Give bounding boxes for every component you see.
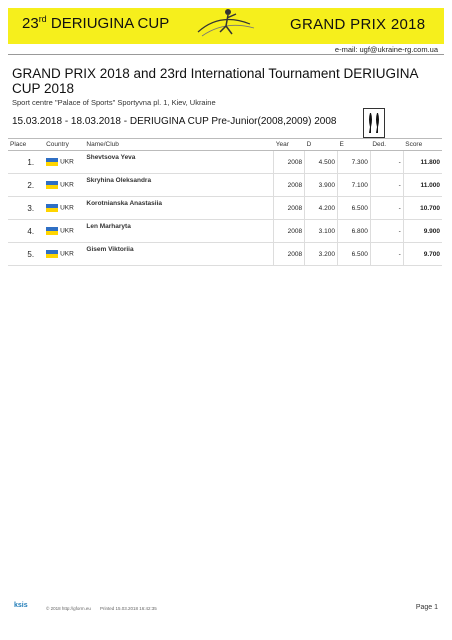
table-row: [8, 197, 442, 220]
table-row: [8, 243, 442, 266]
country-cell: UKR: [44, 220, 84, 243]
place-cell: 1.: [8, 151, 44, 174]
score-cell: 11.800: [403, 151, 442, 174]
d-cell: 4.200: [305, 197, 338, 220]
e-cell: 6.800: [337, 220, 370, 243]
d-cell: 3.200: [305, 243, 338, 266]
gymnast-logo: [190, 2, 260, 46]
name-cell: Len Marharyta: [84, 220, 273, 243]
contact-email: e-mail: ugf@ukraine-rg.com.ua: [334, 45, 438, 54]
d-cell: 4.500: [305, 151, 338, 174]
divider: [8, 54, 444, 55]
e-cell: 6.500: [337, 197, 370, 220]
place-cell: 5.: [8, 243, 44, 266]
d-cell: 3.100: [305, 220, 338, 243]
header-place: Place: [8, 139, 44, 151]
year-cell: 2008: [274, 197, 305, 220]
score-cell: 9.700: [403, 243, 442, 266]
ded-cell: -: [370, 151, 403, 174]
header-ded: Ded.: [370, 139, 403, 151]
table-row: [8, 151, 442, 174]
header-e: E: [337, 139, 370, 151]
country-cell: UKR: [44, 197, 84, 220]
ukraine-flag-icon: [46, 181, 58, 189]
header-country: Country: [44, 139, 84, 151]
results-table: [8, 138, 442, 266]
country-cell: UKR: [44, 151, 84, 174]
year-cell: 2008: [274, 243, 305, 266]
d-cell: 3.900: [305, 174, 338, 197]
ded-cell: -: [370, 220, 403, 243]
name-cell: Gisem Viktoriia: [84, 243, 273, 266]
name-cell: Korotnianska Anastasiia: [84, 197, 273, 220]
table-header-row: [8, 139, 442, 151]
page-number: Page 1: [415, 604, 438, 611]
score-cell: 9.900: [403, 220, 442, 243]
place-cell: 3.: [8, 197, 44, 220]
ksis-logo: ksis: [14, 602, 28, 609]
ukraine-flag-icon: [46, 204, 58, 212]
header-d: D: [305, 139, 338, 151]
ded-cell: -: [370, 243, 403, 266]
ded-cell: -: [370, 174, 403, 197]
ukraine-flag-icon: [46, 250, 58, 258]
copyright-text: © 2018 http://gform.eu: [46, 606, 91, 611]
name-cell: Shevtsova Yeva: [84, 151, 273, 174]
banner-left-title: 23rd DERIUGINA CUP: [22, 14, 170, 32]
country-cell: UKR: [44, 174, 84, 197]
page-title: GRAND PRIX 2018 and 23rd International Tournament DERIUGINA CUP 2018: [12, 66, 418, 96]
clubs-icon: [363, 108, 385, 138]
e-cell: 7.300: [337, 151, 370, 174]
year-cell: 2008: [274, 220, 305, 243]
country-cell: UKR: [44, 243, 84, 266]
ukraine-flag-icon: [46, 158, 58, 166]
score-cell: 10.700: [403, 197, 442, 220]
score-cell: 11.000: [403, 174, 442, 197]
year-cell: 2008: [274, 174, 305, 197]
e-cell: 7.100: [337, 174, 370, 197]
name-cell: Skryhina Oleksandra: [84, 174, 273, 197]
place-cell: 4.: [8, 220, 44, 243]
header-score: Score: [403, 139, 442, 151]
year-cell: 2008: [274, 151, 305, 174]
header-year: Year: [274, 139, 305, 151]
header-name: Name/Club: [84, 139, 273, 151]
venue-text: Sport centre "Palace of Sports" Sportyvna pl. 1, Kiev, Ukraine: [12, 98, 216, 107]
table-row: [8, 220, 442, 243]
e-cell: 6.500: [337, 243, 370, 266]
ukraine-flag-icon: [46, 227, 58, 235]
banner-right-title: GRAND PRIX 2018: [290, 16, 426, 33]
event-title: 15.03.2018 - 18.03.2018 - DERIUGINA CUP Pre-Junior(2008,2009) 2008: [12, 116, 337, 127]
table-row: [8, 174, 442, 197]
printed-timestamp: Printed 15.03.2018 16:42:35: [100, 606, 157, 611]
ded-cell: -: [370, 197, 403, 220]
place-cell: 2.: [8, 174, 44, 197]
